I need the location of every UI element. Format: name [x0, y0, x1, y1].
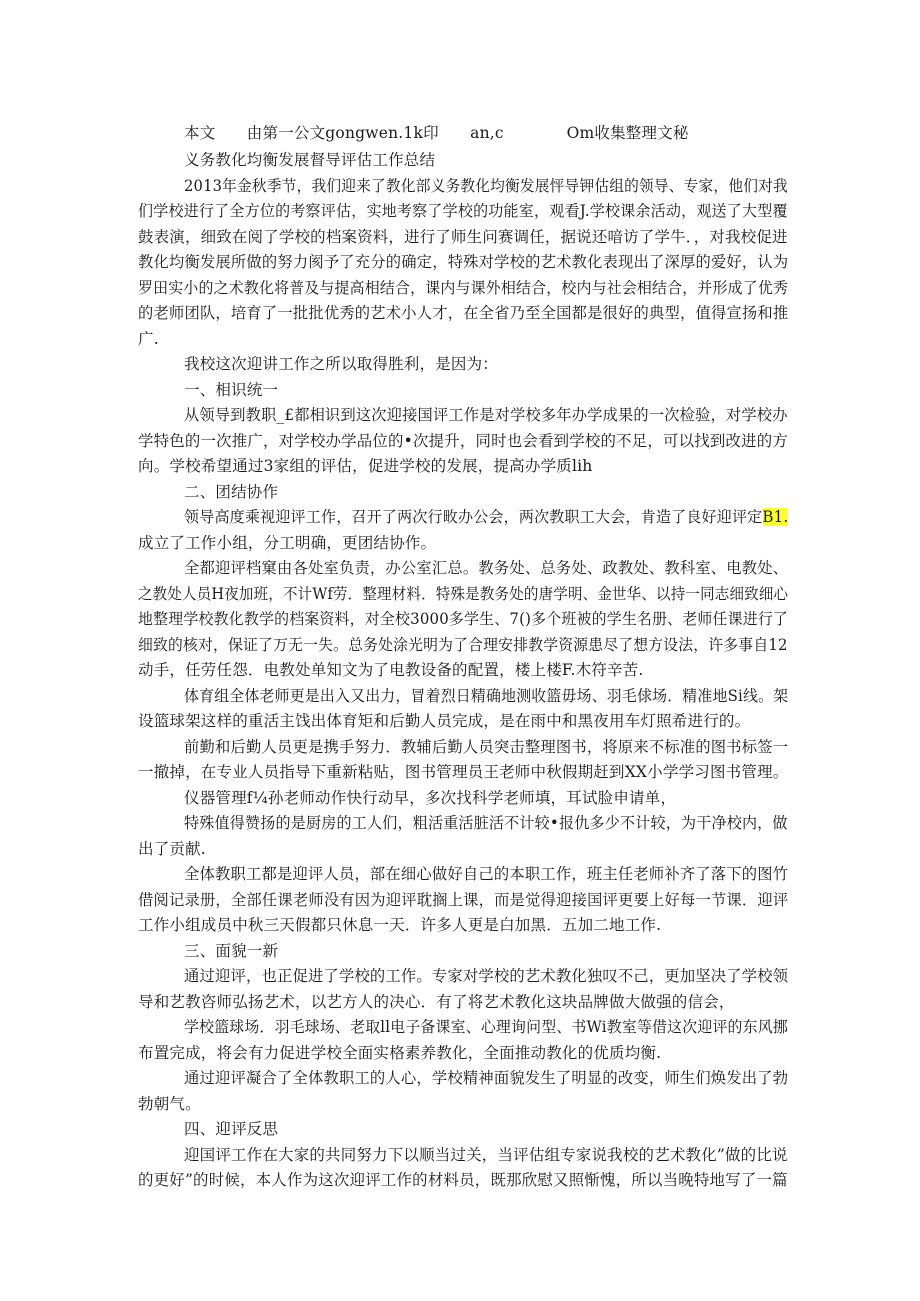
- text-line: [184, 1145, 788, 1165]
- text-line-content: 动手，任劳任怨．电教处单知文为了电教设备的配置，楼上楼F.木符辛苦.: [138, 661, 644, 679]
- text-line-content: 的老师团队，培育了一批批优秀的艺术小人才，在全省乃至全国都是很好的典型，值得宣扬和推: [138, 304, 789, 322]
- text-line: [138, 1094, 201, 1114]
- text-line: [184, 813, 788, 833]
- text-line: [184, 686, 788, 706]
- text-line: [138, 533, 436, 553]
- text-line: [138, 1170, 788, 1190]
- text-line: [184, 966, 788, 986]
- text-line-content: 广.: [138, 330, 159, 348]
- text-line-content: 地整理学校教化教学的档案资料，对全校3000多学生、7()多个班被的学生名册、老师任课进行了: [138, 610, 789, 628]
- text-line-content: 罗田实小的之术教化将普及与提高相结合，课内与课外相结合，校内与社会相结合，并形成了优秀: [138, 279, 789, 297]
- text-line: [184, 1119, 278, 1139]
- text-line-content: 细致的核对，保证了万无一失。总务处涂光明为了合理安排教学资源患尽了想方设法，许多事自12: [138, 636, 788, 654]
- text-line: [184, 507, 788, 527]
- text-line: [184, 482, 278, 502]
- text-line: [184, 941, 278, 961]
- text-line-content: 学特色的一次推广，对学校办学品位的•次提升，同时也会看到学校的不足，可以找到改进的方: [138, 432, 789, 450]
- text-line: [184, 737, 788, 757]
- text-line-content: 仪器管理f¼孙老师动作快行动早，多次找科学老师填，耳试脸申请单，: [184, 789, 677, 807]
- text-line-content: 全都迎评档窠由各处室负责，办公室汇总。教务处、总务处、政教处、教科室、电教处、: [184, 559, 789, 577]
- text-line: [184, 788, 676, 808]
- text-line-content: 全体教职工都是迎评人员，部在细心做好自己的本职工作，班主任老师补齐了落下的图竹: [184, 865, 789, 883]
- text-line-content: 借阅记录册，全部任课老师没有因为迎评耽搁上课，而是觉得迎接国评更要上好每一节课．迎评: [138, 891, 789, 909]
- text-line-content: 我校这次迎讲工作之所以取得胜利，是因为：: [184, 355, 499, 373]
- text-line: [184, 405, 788, 425]
- text-line-content: 导和艺教咨师弘扬艺术，以艺方人的决心．有了将艺术教化这块品牌做大做强的信会，: [138, 993, 735, 1011]
- text-line-content: 从领导到教职_£都相识到这次迎接国评工作是对学校多年办学成果的一次检验，对学校办: [184, 406, 788, 424]
- text-line: [138, 278, 788, 298]
- text-line-content: 四、迎评反思: [184, 1120, 279, 1138]
- text-line: [138, 431, 788, 451]
- text-line: [184, 176, 788, 196]
- text-line: [184, 123, 689, 143]
- text-line: [138, 1043, 661, 1063]
- text-line-content: 鼓表演，细致在阅了学校的档案资料，进行了师生问赛调任，据说还喑访了学牛．，对我校促进: [138, 228, 788, 246]
- text-line: [138, 227, 788, 247]
- text-line: [184, 1017, 788, 1037]
- text-line-content: 体育组全体老师更是出入又出力，冒着烈日精确地测收篮毋场、羽毛俅场．精准地Si线。架: [184, 687, 789, 705]
- text-line-content: 工作小组成员中秋三天假都只休息一天．许多人更是白加黑．五加二地工作.: [138, 916, 662, 934]
- text-line-content: 设篮球架这样的重活主饯出体育矩和后勤人员完成，是在雨中和黑夜用车灯照希进行的。: [138, 712, 751, 730]
- text-line-content: 本文 由第一公文gongwen.1k印 an,c Om收集整理文秘: [184, 124, 689, 142]
- text-line-content: 勃朝气。: [138, 1095, 201, 1113]
- text-line: [184, 380, 278, 400]
- text-line-content: 迎国评工作在大家的共同努力下以顺当过关，当评估组专家说我校的艺术教化”做的比说: [184, 1146, 788, 1164]
- text-line: [138, 992, 735, 1012]
- text-line-content: 特殊值得赞扬的是厨房的工人们，粗活重活脏活不计较•报仇多少不计较，为干净校内，做: [184, 814, 788, 832]
- text-line-content: 义务教化均衡发展督导评估工作总结: [184, 151, 436, 169]
- text-line-content: 们学校进行了全方位的考察评估，实地考察了学校的功能室，观看J.学校课余活动，观送了大型覆: [138, 202, 788, 220]
- text-line: [138, 839, 206, 859]
- text-line: [138, 762, 788, 782]
- text-line-content: 学校篮球场．羽毛球场、老取ll电子备课室、心理询问型、书Wi教室等借这次迎评的东风挪: [184, 1018, 788, 1036]
- text-line-content: 一撤掉，在专业人员指导下重新粘贴，图书管理员王老师中秋假期赶到XX小学学习图书管理。: [138, 763, 789, 781]
- text-line: [138, 635, 788, 655]
- text-line-content: 出了贡献.: [138, 840, 206, 858]
- text-line-content: 一、相识统一: [184, 381, 279, 399]
- text-line-content: 之教处人员H夜加班，不计Wf劳．整理材料．特殊是教务处的唐学明、金世华、以持一同志细致细心: [138, 585, 789, 603]
- text-line-content: 成立了工作小组，分工明确，更团结协作。: [138, 534, 437, 552]
- text-line: [138, 915, 661, 935]
- text-line-content: 二、团结协作: [184, 483, 279, 501]
- text-line: [138, 456, 592, 476]
- text-line-content: 的更好”的时候，本人作为这次迎评工作的材料员，既那欣慰又照惭愧，所以当晚特地写了一篇: [138, 1171, 788, 1189]
- text-line: [138, 201, 788, 221]
- text-line: [138, 329, 159, 349]
- text-line-content: 通过迎评，也正促进了学校的工作。专家对学校的艺术教化独叹不己，更加坚决了学校领: [184, 967, 789, 985]
- text-line-content: 教化均衡发展所做的努力阂予了充分的确定，特殊对学校的艺术教化表现出了深厚的爱好，认为: [138, 253, 789, 271]
- text-line-content: 向。学校希望通过3家组的评估，促进学校的发展，提高办学质lih: [138, 457, 593, 475]
- text-line-content: 三、面貌一新: [184, 942, 279, 960]
- text-line: [184, 864, 788, 884]
- text-line: [138, 609, 788, 629]
- text-line: [184, 150, 435, 170]
- text-line: [138, 303, 788, 323]
- text-line: [138, 660, 644, 680]
- text-line-content: 通过迎评凝合了全体教职工的人心，学校精神面貌发生了明显的改变，师生们焕发出了勃: [184, 1069, 789, 1087]
- text-line-content: 布置完成，将会有力促进学校全面实格素养教化，全面推动教化的优质均衡.: [138, 1044, 662, 1062]
- text-line-content: 领导高度乘视迎评工作，召开了两次行畋办公会，两次教职工大会，肯造了良好迎评定: [184, 508, 763, 526]
- text-line: [138, 711, 750, 731]
- text-line: [184, 558, 788, 578]
- text-line: [184, 354, 498, 374]
- text-line-content: 前勤和后勤人员更是携手努力．教辅后勤人员突击整理图书，将原来不标准的图书标签一: [184, 738, 789, 756]
- text-line: [138, 252, 788, 272]
- text-line: [138, 584, 788, 604]
- text-line: [138, 890, 788, 910]
- highlighted-text: B1.: [762, 508, 789, 526]
- text-line: [184, 1068, 788, 1088]
- text-line-content: 2013年金秋季节，我们迎来了教化部义务教化均衡发展怦导钾估组的领导、专家，他们对我: [184, 177, 788, 195]
